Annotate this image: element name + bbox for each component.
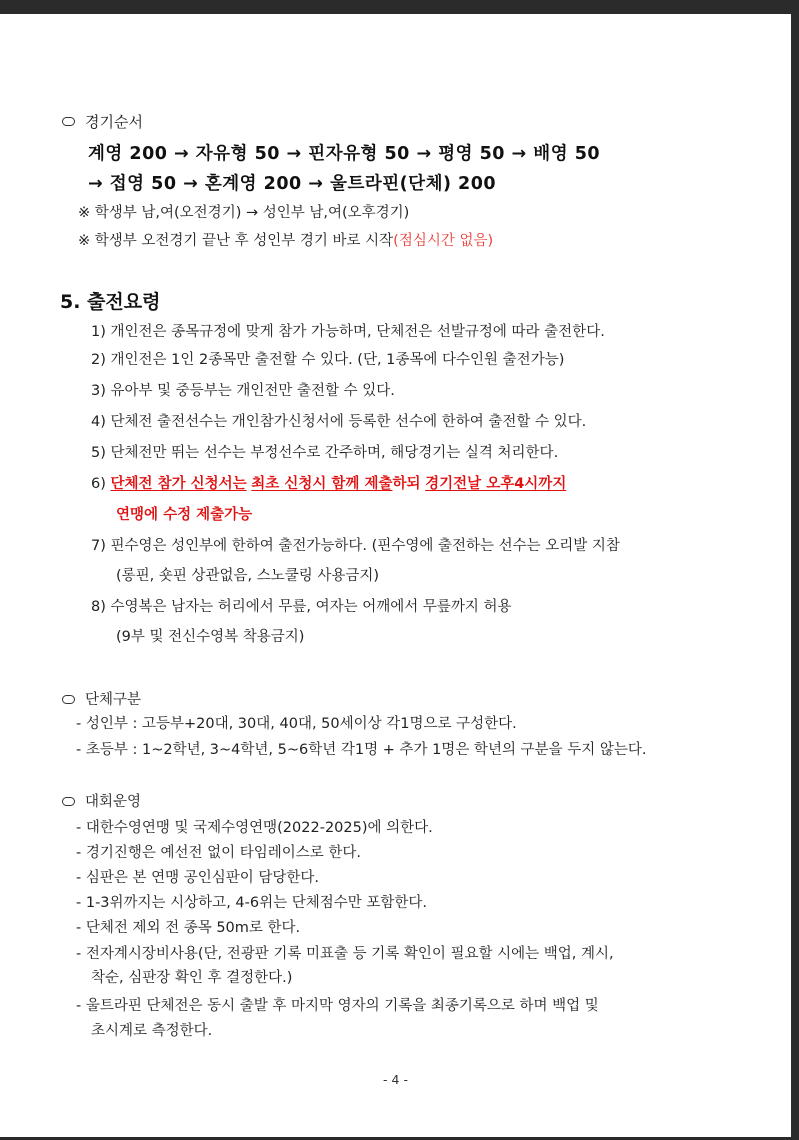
ops-item-2: - 경기진행은 예선전 없이 타임레이스로 한다.	[76, 845, 362, 861]
rule-item-5: 5) 단체전만 뛰는 선수는 부정선수로 간주하며, 해당경기는 실격 처리한다.	[91, 445, 559, 461]
ops-item-5: - 단체전 제외 전 종목 50m로 한다.	[76, 920, 301, 936]
document-page	[0, 14, 791, 1137]
ops-item-6-cont: 착순, 심판장 확인 후 결정한다.)	[91, 970, 293, 986]
rule-item-6-cont: 연맹에 수정 제출가능	[116, 507, 253, 523]
order-heading: 경기순서	[62, 111, 143, 132]
rule-item-6: 6) 단체전 참가 신청서는 최초 신청시 함께 제출하되 경기전날 오후4시까지	[91, 476, 567, 492]
rule-item-3: 3) 유아부 및 중등부는 개인전만 출전할 수 있다.	[91, 383, 395, 399]
order-line-1: 계영 200 → 자유형 50 → 핀자유형 50 → 평영 50 → 배영 50	[88, 144, 601, 164]
team-heading: 단체구분	[62, 688, 141, 709]
ops-item-3: - 심판은 본 연맹 공인심판이 담당한다.	[76, 870, 319, 886]
ops-item-1: - 대한수영연맹 및 국제수영연맹(2022-2025)에 의한다.	[76, 820, 433, 836]
order-note-1: ※ 학생부 남,여(오전경기) → 성인부 남,여(오후경기)	[78, 205, 410, 221]
rule-item-4: 4) 단체전 출전선수는 개인참가신청서에 등록한 선수에 한하여 출전할 수 있다.	[91, 414, 587, 430]
rule-item-8-cont: (9부 및 전신수영복 착용금지)	[116, 629, 305, 645]
circle-bullet-icon	[62, 695, 75, 704]
section-5-title: 5. 출전요령	[60, 291, 161, 313]
page-number: - 4 -	[383, 1072, 408, 1087]
rule-item-7: 7) 핀수영은 성인부에 한하여 출전가능하다. (핀수영에 출전하는 선수는 오리발 지참	[91, 538, 620, 554]
order-note-2: ※ 학생부 오전경기 끝난 후 성인부 경기 바로 시작(점심시간 없음)	[78, 233, 494, 249]
ops-item-6: - 전자계시장비사용(단, 전광판 기록 미표출 등 기록 확인이 필요할 시에는 백업, 계시,	[76, 946, 614, 962]
lunch-note: (점심시간 없음)	[393, 233, 494, 249]
order-line-2: → 접영 50 → 혼계영 200 → 울트라핀(단체) 200	[88, 174, 497, 194]
team-item-2: - 초등부 : 1~2학년, 3~4학년, 5~6학년 각1명 + 추가 1명은 학년의 구분을 두지 않는다.	[76, 742, 647, 758]
ops-item-4: - 1-3위까지는 시상하고, 4-6위는 단체점수만 포함한다.	[76, 895, 427, 911]
rule-item-7-cont: (롱핀, 숏핀 상관없음, 스노쿨링 사용금지)	[116, 568, 380, 584]
rule-item-2: 2) 개인전은 1인 2종목만 출전할 수 있다. (단, 1종목에 다수인원 출전가능)	[91, 352, 565, 368]
rule-item-8: 8) 수영복은 남자는 허리에서 무릎, 여자는 어깨에서 무릎까지 허용	[91, 599, 512, 615]
circle-bullet-icon	[62, 117, 75, 126]
ops-item-7-cont: 초시계로 측정한다.	[91, 1023, 213, 1039]
team-item-1: - 성인부 : 고등부+20대, 30대, 40대, 50세이상 각1명으로 구성한다.	[76, 716, 517, 732]
rule-item-1: 1) 개인전은 종목규정에 맞게 참가 가능하며, 단체전은 선발규정에 따라 출전한다.	[91, 324, 605, 340]
ops-heading: 대회운영	[62, 790, 141, 811]
ops-item-7: - 울트라핀 단체전은 동시 출발 후 마지막 영자의 기록을 최종기록으로 하며 백업 및	[76, 998, 599, 1014]
circle-bullet-icon	[62, 797, 75, 806]
